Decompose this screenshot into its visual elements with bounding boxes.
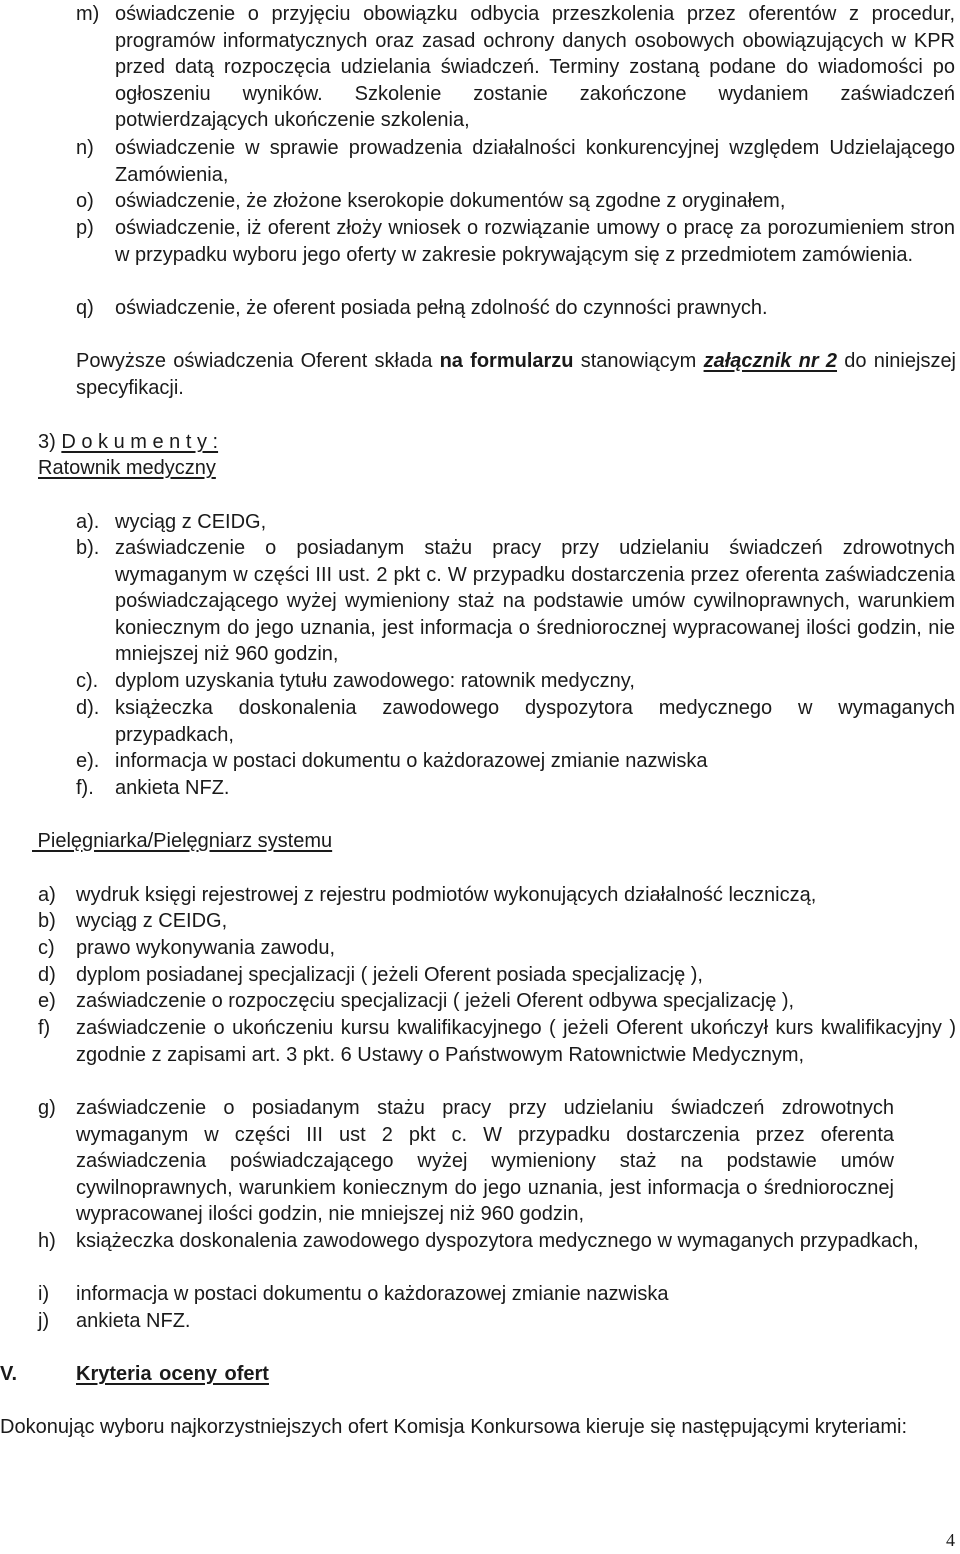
list-label: a)	[38, 884, 56, 906]
list-item: wydruk księgi rejestrowej z rejestru podmiotów wykonujących działalność leczniczą,	[76, 884, 817, 906]
page-number: 4	[946, 1530, 955, 1550]
list-item: zaświadczenie o posiadanym stażu pracy przy udzielaniu świadczeń zdrowotnych wymaganym w części III ust 2 pkt c. W przypadku dostarczenia przez oferenta zaświadczenia poświadczającego wyżej wymieniony staż na podstawie umów cywilnoprawnych, warunkiem koniecznym do jego uznania, jest informacja o średniorocznej wypracowanej ilości godzin, nie mniejszej niż 960 godzin,	[76, 1097, 894, 1226]
attachment-reference: załącznik nr 2	[703, 350, 838, 372]
list-label: a).	[76, 511, 100, 533]
list-label: j)	[38, 1310, 50, 1332]
list-item: zaświadczenie o ukończeniu kursu kwalifikacyjnego ( jeżeli Oferent ukończył kurs kwalifikacyjny ) zgodnie z zapisami art. 3 pkt. 6 Ustawy o Państwowym Ratownictwie Medycznym,	[76, 1017, 956, 1066]
list-item: oświadczenie w sprawie prowadzenia działalności konkurencyjnej względem Udzielającego Zamówienia,	[115, 137, 955, 186]
list-item: zaświadczenie o posiadanym stażu pracy przy udzielaniu świadczeń zdrowotnych wymaganym w części III ust. 2 pkt c. W przypadku dostarczenia przez oferenta zaświadczenia poświadczającego wyżej wymieniony staż na podstawie umów cywilnoprawnych, warunkiem koniecznym do jego uznania, jest informacja o średniorocznej wypracowanej ilości godzin, nie mniejszej niż 960 godzin,	[115, 537, 955, 666]
list-label: h)	[38, 1230, 56, 1252]
list-item: dyplom uzyskania tytułu zawodowego: ratownik medyczny,	[115, 670, 635, 692]
list-label: e).	[76, 750, 100, 772]
list-item: ankieta NFZ.	[115, 777, 230, 799]
list-item: dyplom posiadanej specjalizacji ( jeżeli Oferent posiada specjalizację ),	[76, 964, 703, 986]
list-label: i)	[38, 1283, 50, 1305]
section-title: Kryteria oceny ofert	[76, 1363, 269, 1385]
list-item: książeczka doskonalenia zawodowego dyspozytora medycznego w wymaganych przypadkach,	[115, 697, 955, 746]
list-label: q)	[76, 297, 94, 319]
closing-paragraph: Dokonując wyboru najkorzystniejszych ofert Komisja Konkursowa kieruje się następującymi kryteriami:	[0, 1416, 908, 1438]
list-item: oświadczenie o przyjęciu obowiązku odbycia przeszkolenia przez oferentów z procedur, programów informatycznych oraz zasad ochrony danych osobowych obowiązujących w KPR przed datą rozpoczęcia udzielania świadczeń. Terminy zostaną podane do wiadomości po ogłoszeniu wyników. Szkolenie zostanie zakończone wydaniem zaświadczeń potwierdzających ukończenie szkolenia,	[115, 3, 955, 132]
list-label: o)	[76, 190, 94, 212]
list-item: oświadczenie, iż oferent złoży wniosek o rozwiązanie umowy o pracę za porozumieniem stron w przypadku wyboru jego oferty w zakresie pokrywającym się z przedmiotem zamówienia.	[115, 217, 955, 266]
statement-text: Powyższe oświadczenia Oferent składa	[76, 350, 440, 372]
list-label: f).	[76, 777, 94, 799]
list-item: informacja w postaci dokumentu o każdorazowej zmianie nazwiska	[76, 1283, 669, 1305]
list-label: d)	[38, 964, 56, 986]
list-label: b).	[76, 537, 100, 559]
list-item: informacja w postaci dokumentu o każdorazowej zmianie nazwiska	[115, 750, 708, 772]
section-title: D o k u m e n t y :	[61, 431, 219, 453]
list-label: p)	[76, 217, 94, 239]
list-label: g)	[38, 1097, 56, 1119]
list-label: c).	[76, 670, 99, 692]
list-label: c)	[38, 937, 55, 959]
list-item: wyciąg z CEIDG,	[115, 511, 267, 533]
list-item: wyciąg z CEIDG,	[76, 910, 228, 932]
list-label: b)	[38, 910, 56, 932]
list-item: oświadczenie, że złożone kserokopie dokumentów są zgodne z oryginałem,	[115, 190, 786, 212]
list-label: m)	[76, 3, 100, 25]
statement-paragraph	[76, 348, 956, 401]
list-label: e)	[38, 990, 56, 1012]
section-number: 3)	[38, 431, 56, 453]
subsection-title: Pielęgniarka/Pielęgniarz systemu	[32, 830, 333, 852]
section-heading	[38, 429, 218, 456]
list-item: książeczka doskonalenia zawodowego dyspozytora medycznego w wymaganych przypadkach,	[76, 1230, 919, 1252]
statement-bold-text: na formularzu	[439, 350, 574, 372]
list-label: n)	[76, 137, 94, 159]
list-item: prawo wykonywania zawodu,	[76, 937, 336, 959]
list-label: f)	[38, 1017, 51, 1039]
list-item: ankieta NFZ.	[76, 1310, 191, 1332]
statement-text: do niniejszej specyfikacji.	[76, 350, 957, 399]
subsection-title: Ratownik medyczny	[38, 457, 216, 479]
list-item: oświadczenie, że oferent posiada pełną zdolność do czynności prawnych.	[115, 297, 768, 319]
list-item: zaświadczenie o rozpoczęciu specjalizacji ( jeżeli Oferent odbywa specjalizację ),	[76, 990, 795, 1012]
section-number: V.	[0, 1363, 18, 1385]
list-label: d).	[76, 697, 100, 719]
statement-text: stanowiącym	[573, 350, 704, 372]
